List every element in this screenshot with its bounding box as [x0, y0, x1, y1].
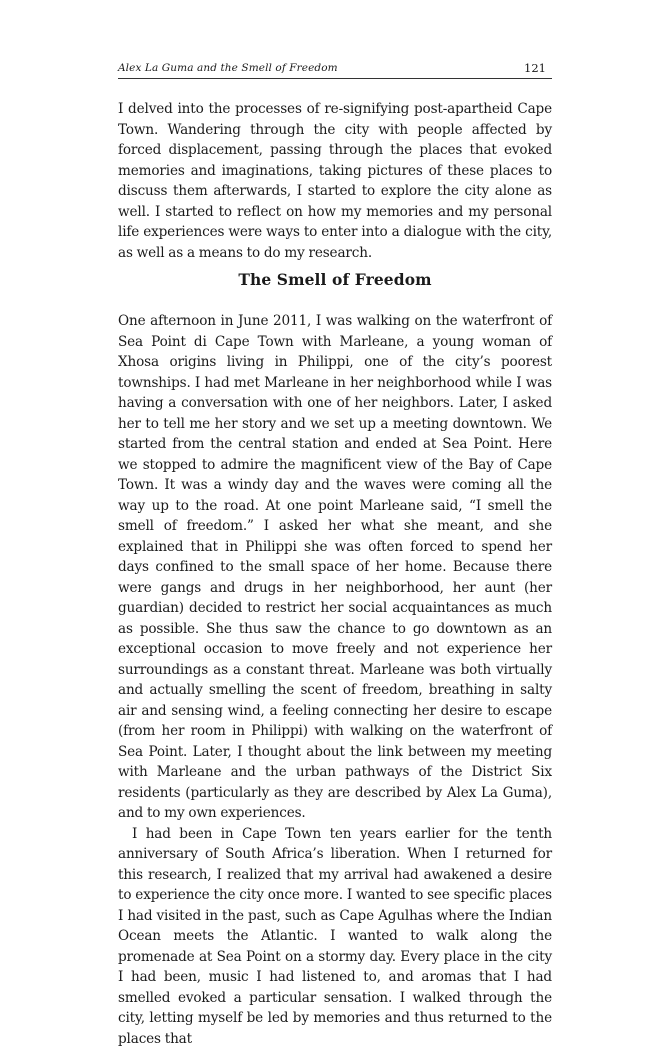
section-paragraph-2: I had been in Cape Town ten years earlier for the tenth anniversary of South Africa’s liberation. When I returned for this research, I realized that my arrival had awakened a desire to experience the city once more. I wanted to see specific places I had visited in the past, such as Cape Agulhas where the Indian Ocean meets the Atlantic. I wanted to walk along the promenade at Sea Point on a stormy day. Every place in the city I had been, music I had listened to, and aromas that I had smelled evoked a particular sensation. I walked through the city, letting myself be led by memories and thus returned to the places that [118, 824, 552, 1049]
page-number: 121 [524, 61, 546, 75]
intro-text-block [118, 99, 552, 263]
running-title: Alex La Guma and the Smell of Freedom [118, 62, 338, 74]
running-header [118, 60, 552, 79]
book-page [118, 0, 552, 975]
section-paragraph-1: One afternoon in June 2011, I was walking on the waterfront of Sea Point di Cape Town with Marleane, a young woman of Xhosa origins living in Philippi, one of the city’s poorest townships. I had met Marleane in her neighborhood while I was having a conversation with one of her neighbors. Later, I asked her to tell me her story and we set up a meeting downtown. We started from the central station and ended at Sea Point. Here we stopped to admire the magnificent view of the Bay of Cape Town. It was a windy day and the waves were coming all the way up to the road. At one point Marleane said, “I smell the smell of freedom.” I asked her what she meant, and she explained that in Philippi she was often forced to spend her days confined to the small space of her home. Because there were gangs and drugs in her neighborhood, her aunt (her guardian) decided to restrict her social acquaintances as much as possible. She thus saw the chance to go downtown as an exceptional occasion to move freely and not experience her surroundings as a constant threat. Marleane was both virtually and actually smelling the scent of freedom, breathing in salty air and sensing wind, a feeling connecting her desire to escape (from her room in Philippi) with walking on the waterfront of Sea Point. Later, I thought about the link between my meeting with Marleane and the urban pathways of the District Six residents (particularly as they are described by Alex La Guma), and to my own experiences. [118, 311, 552, 824]
intro-paragraph: I delved into the processes of re-signifying post-apartheid Cape Town. Wandering through the city with people affected by forced displacement, passing through the places that evoked memories and imaginations, taking pictures of these places to discuss them afterwards, I started to explore the city alone as well. I started to reflect on how my memories and my personal life experiences were ways to enter into a dialogue with the city, as well as a means to do my research. [118, 99, 552, 263]
section-heading: The Smell of Freedom [118, 270, 552, 289]
section-text-block [118, 311, 552, 1049]
